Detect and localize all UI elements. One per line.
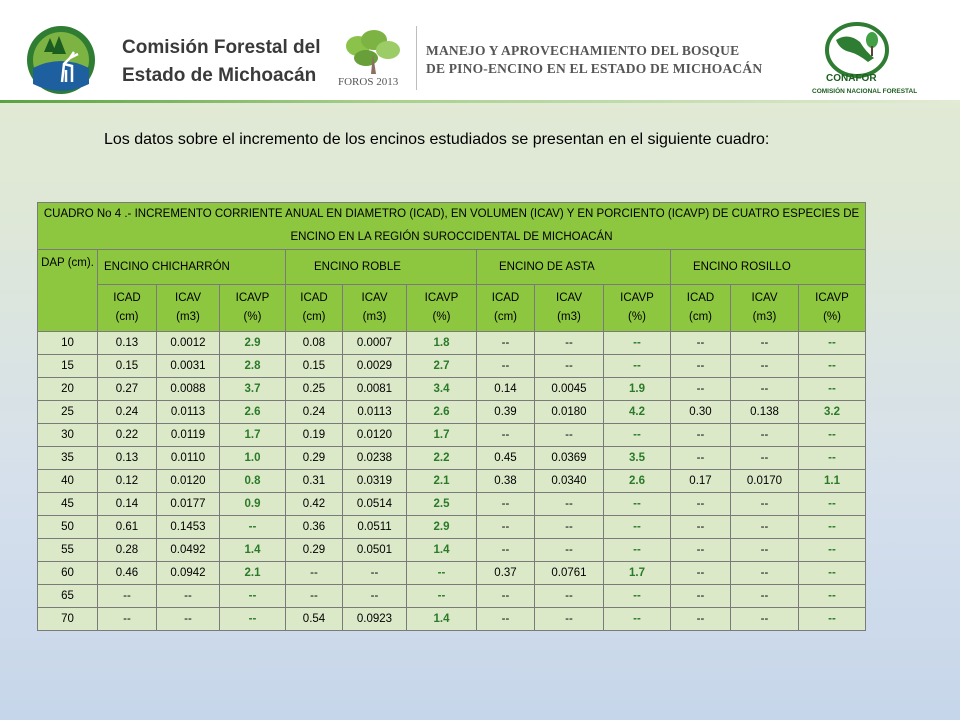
table-cell: 2.5 — [407, 493, 477, 516]
table-cell: 1.4 — [407, 608, 477, 631]
table-cell: 0.1453 — [157, 516, 220, 539]
org-name-line2: Estado de Michoacán — [122, 65, 317, 86]
cofom-deer-logo-icon — [22, 24, 100, 96]
table-cell: -- — [731, 493, 799, 516]
table-cell: 0.0119 — [157, 424, 220, 447]
table-cell: 0.0120 — [157, 470, 220, 493]
table-cell: -- — [671, 516, 731, 539]
sub-header-cell: ICAV (m3) — [535, 285, 604, 332]
dap-header: DAP (cm). — [38, 250, 98, 332]
table-cell: 1.8 — [407, 332, 477, 355]
species-header-row — [38, 250, 866, 285]
table-cell: -- — [731, 516, 799, 539]
table-cell: -- — [671, 608, 731, 631]
table-cell: -- — [799, 378, 866, 401]
table-cell: 0.8 — [220, 470, 286, 493]
table-cell: -- — [535, 332, 604, 355]
dap-cell: 70 — [38, 608, 98, 631]
table-cell: -- — [343, 585, 407, 608]
sub-header-cell: ICAD (cm) — [286, 285, 343, 332]
table-cell: -- — [799, 447, 866, 470]
table-cell: -- — [604, 424, 671, 447]
table-cell: 0.0180 — [535, 401, 604, 424]
sub-header-row — [38, 285, 866, 332]
sub-header-cell: ICAVP (%) — [220, 285, 286, 332]
dap-cell: 15 — [38, 355, 98, 378]
table-cell: -- — [731, 608, 799, 631]
table-cell: -- — [535, 424, 604, 447]
table-cell: -- — [477, 332, 535, 355]
table-cell: 0.17 — [671, 470, 731, 493]
table-cell: 1.7 — [220, 424, 286, 447]
table-cell: -- — [604, 516, 671, 539]
table-cell: -- — [671, 562, 731, 585]
table-cell: 0.38 — [477, 470, 535, 493]
table-cell: 2.1 — [407, 470, 477, 493]
table-row — [38, 539, 866, 562]
table-cell: 0.0120 — [343, 424, 407, 447]
table-cell: 0.0113 — [157, 401, 220, 424]
table-row — [38, 332, 866, 355]
table-cell: 2.6 — [604, 470, 671, 493]
table-cell: -- — [799, 516, 866, 539]
table-cell: 0.13 — [98, 332, 157, 355]
dap-cell: 60 — [38, 562, 98, 585]
table-cell: 0.9 — [220, 493, 286, 516]
org-name — [122, 34, 320, 90]
table-cell: -- — [286, 562, 343, 585]
table-cell: 2.6 — [220, 401, 286, 424]
table-cell: -- — [535, 608, 604, 631]
table-cell: -- — [799, 355, 866, 378]
table-cell: 1.4 — [407, 539, 477, 562]
dap-cell: 25 — [38, 401, 98, 424]
species-roble-header: ENCINO ROBLE — [286, 250, 477, 285]
table-cell: -- — [731, 539, 799, 562]
table-row — [38, 608, 866, 631]
table-cell: -- — [286, 585, 343, 608]
header-accent-line — [0, 100, 960, 103]
table-cell: 1.7 — [407, 424, 477, 447]
table-cell: 0.0761 — [535, 562, 604, 585]
table-cell: -- — [220, 585, 286, 608]
table-cell: -- — [604, 493, 671, 516]
table-cell: 0.24 — [286, 401, 343, 424]
org-name-line1: Comisión Forestal del — [122, 37, 321, 58]
table-caption: CUADRO No 4 .- INCREMENTO CORRIENTE ANUAL EN DIAMETRO (ICAD), EN VOLUMEN (ICAV) Y EN PORCIENTO (ICAVP) DE CUATRO ESPECIES DE ENCINO EN LA REGIÓN SUROCCIDENTAL DE MICHOACÁN — [38, 203, 866, 250]
table-cell: -- — [343, 562, 407, 585]
table-cell: -- — [98, 608, 157, 631]
table-cell: 3.7 — [220, 378, 286, 401]
table-cell: 0.12 — [98, 470, 157, 493]
sub-header-cell: ICAD (cm) — [98, 285, 157, 332]
table-cell: 0.0031 — [157, 355, 220, 378]
table-cell: 0.13 — [98, 447, 157, 470]
table-cell: -- — [535, 355, 604, 378]
dap-cell: 50 — [38, 516, 98, 539]
table-cell: 0.37 — [477, 562, 535, 585]
table-cell: -- — [799, 424, 866, 447]
table-row — [38, 470, 866, 493]
table-cell: -- — [799, 562, 866, 585]
table-cell: 0.0369 — [535, 447, 604, 470]
table-cell: 2.2 — [407, 447, 477, 470]
table-cell: 0.0492 — [157, 539, 220, 562]
table-cell: 0.0923 — [343, 608, 407, 631]
table-cell: -- — [220, 516, 286, 539]
table-row — [38, 424, 866, 447]
table-cell: -- — [477, 585, 535, 608]
sub-header-cell: ICAD (cm) — [671, 285, 731, 332]
table-cell: 0.0029 — [343, 355, 407, 378]
table-cell: -- — [731, 562, 799, 585]
table-cell: -- — [799, 585, 866, 608]
event-title — [426, 42, 762, 78]
table-cell: -- — [604, 332, 671, 355]
table-cell: -- — [157, 608, 220, 631]
table-cell: 0.30 — [671, 401, 731, 424]
table-cell: -- — [604, 585, 671, 608]
table-cell: -- — [731, 332, 799, 355]
dap-cell: 30 — [38, 424, 98, 447]
table-cell: -- — [671, 378, 731, 401]
table-cell: 0.0045 — [535, 378, 604, 401]
table-cell: 0.19 — [286, 424, 343, 447]
table-cell: -- — [220, 608, 286, 631]
table-cell: -- — [671, 447, 731, 470]
table-cell: 0.36 — [286, 516, 343, 539]
table-cell: -- — [671, 355, 731, 378]
table-cell: 2.1 — [220, 562, 286, 585]
table-cell: 2.9 — [407, 516, 477, 539]
table-cell: -- — [98, 585, 157, 608]
table-cell: 0.46 — [98, 562, 157, 585]
table-cell: -- — [731, 378, 799, 401]
table-cell: -- — [731, 424, 799, 447]
table-cell: 0.0340 — [535, 470, 604, 493]
table-cell: -- — [671, 332, 731, 355]
sub-header-cell: ICAVP (%) — [799, 285, 866, 332]
table-cell: 0.39 — [477, 401, 535, 424]
table-cell: 0.24 — [98, 401, 157, 424]
table-cell: 0.0113 — [343, 401, 407, 424]
sub-header-cell: ICAV (m3) — [731, 285, 799, 332]
table-cell: 0.0081 — [343, 378, 407, 401]
table-row — [38, 516, 866, 539]
dap-cell: 45 — [38, 493, 98, 516]
table-cell: 0.29 — [286, 447, 343, 470]
table-cell: 0.61 — [98, 516, 157, 539]
table-cell: -- — [731, 447, 799, 470]
table-cell: 0.29 — [286, 539, 343, 562]
table-cell: 1.0 — [220, 447, 286, 470]
header-bar — [0, 0, 960, 100]
sub-header-cell: ICAD (cm) — [477, 285, 535, 332]
table-cell: -- — [731, 585, 799, 608]
table-row — [38, 378, 866, 401]
caption-row — [38, 203, 866, 250]
intro-text: Los datos sobre el incremento de los encinos estudiados se presentan en el siguiente cuadro: — [104, 131, 770, 148]
table-cell: 1.4 — [220, 539, 286, 562]
table-cell: -- — [535, 539, 604, 562]
table-cell: -- — [535, 493, 604, 516]
table-cell: -- — [477, 424, 535, 447]
table-cell: -- — [477, 493, 535, 516]
table-cell: 0.27 — [98, 378, 157, 401]
species-rosillo-header: ENCINO ROSILLO — [671, 250, 866, 285]
table-cell: -- — [799, 332, 866, 355]
table-row — [38, 401, 866, 424]
table-cell: 0.0501 — [343, 539, 407, 562]
table-cell: -- — [477, 539, 535, 562]
table-cell: 0.0942 — [157, 562, 220, 585]
table-cell: -- — [671, 585, 731, 608]
table-cell: 0.15 — [98, 355, 157, 378]
table-cell: 2.7 — [407, 355, 477, 378]
sub-header-cell: ICAVP (%) — [407, 285, 477, 332]
dap-cell: 65 — [38, 585, 98, 608]
table-cell: -- — [535, 516, 604, 539]
table-cell: 0.14 — [98, 493, 157, 516]
table-cell: 2.8 — [220, 355, 286, 378]
dap-cell: 20 — [38, 378, 98, 401]
conafor-subtitle: COMISIÓN NACIONAL FORESTAL — [812, 88, 918, 95]
table-cell: 2.6 — [407, 401, 477, 424]
table-cell: 0.0110 — [157, 447, 220, 470]
table-cell: -- — [407, 562, 477, 585]
table-cell: 0.45 — [477, 447, 535, 470]
sub-header-cell: ICAV (m3) — [343, 285, 407, 332]
species-asta-header: ENCINO DE ASTA — [477, 250, 671, 285]
table-row — [38, 447, 866, 470]
table-cell: 0.0007 — [343, 332, 407, 355]
table-row — [38, 562, 866, 585]
dap-cell: 10 — [38, 332, 98, 355]
table-cell: 1.9 — [604, 378, 671, 401]
table-cell: -- — [477, 516, 535, 539]
table-cell: -- — [799, 493, 866, 516]
table-cell: 0.0177 — [157, 493, 220, 516]
table-cell: 0.138 — [731, 401, 799, 424]
table-cell: -- — [604, 539, 671, 562]
table-cell: 3.4 — [407, 378, 477, 401]
table-cell: 3.2 — [799, 401, 866, 424]
table-cell: 2.9 — [220, 332, 286, 355]
table-cell: 0.25 — [286, 378, 343, 401]
table-cell: 0.22 — [98, 424, 157, 447]
table-cell: 0.0170 — [731, 470, 799, 493]
table-cell: -- — [604, 355, 671, 378]
dap-cell: 40 — [38, 470, 98, 493]
table-cell: -- — [731, 355, 799, 378]
table-cell: -- — [157, 585, 220, 608]
increment-table — [37, 202, 866, 631]
table-cell: 0.0319 — [343, 470, 407, 493]
table-cell: 0.54 — [286, 608, 343, 631]
event-title-line2: DE PINO-ENCINO EN EL ESTADO DE MICHOACÁN — [426, 61, 763, 76]
table-cell: 3.5 — [604, 447, 671, 470]
table-cell: 0.0012 — [157, 332, 220, 355]
table-cell: 4.2 — [604, 401, 671, 424]
table-cell: 1.7 — [604, 562, 671, 585]
table-cell: -- — [799, 608, 866, 631]
foros-label: FOROS 2013 — [338, 76, 399, 88]
header-divider — [416, 26, 417, 90]
table-cell: 0.0514 — [343, 493, 407, 516]
table-cell: 0.14 — [477, 378, 535, 401]
sub-header-cell: ICAVP (%) — [604, 285, 671, 332]
table-row — [38, 585, 866, 608]
table-row — [38, 355, 866, 378]
table-cell: 0.0511 — [343, 516, 407, 539]
dap-cell: 35 — [38, 447, 98, 470]
table-cell: -- — [477, 355, 535, 378]
table-cell: 0.0088 — [157, 378, 220, 401]
event-title-line1: MANEJO Y APROVECHAMIENTO DEL BOSQUE — [426, 43, 740, 58]
table-cell: 0.42 — [286, 493, 343, 516]
table-cell: 0.31 — [286, 470, 343, 493]
table-cell: -- — [671, 424, 731, 447]
table-cell: 0.0238 — [343, 447, 407, 470]
sub-header-cell: ICAV (m3) — [157, 285, 220, 332]
conafor-label: CONAFOR — [826, 73, 877, 84]
species-chicharron-header: ENCINO CHICHARRÓN — [98, 250, 286, 285]
table-cell: -- — [799, 539, 866, 562]
table-cell: 0.15 — [286, 355, 343, 378]
table-cell: 0.28 — [98, 539, 157, 562]
table-row — [38, 493, 866, 516]
table-cell: -- — [604, 608, 671, 631]
table-cell: 1.1 — [799, 470, 866, 493]
table-cell: -- — [671, 539, 731, 562]
table-cell: 0.08 — [286, 332, 343, 355]
table-cell: -- — [477, 608, 535, 631]
table-cell: -- — [407, 585, 477, 608]
table-cell: -- — [535, 585, 604, 608]
dap-cell: 55 — [38, 539, 98, 562]
table-cell: -- — [671, 493, 731, 516]
